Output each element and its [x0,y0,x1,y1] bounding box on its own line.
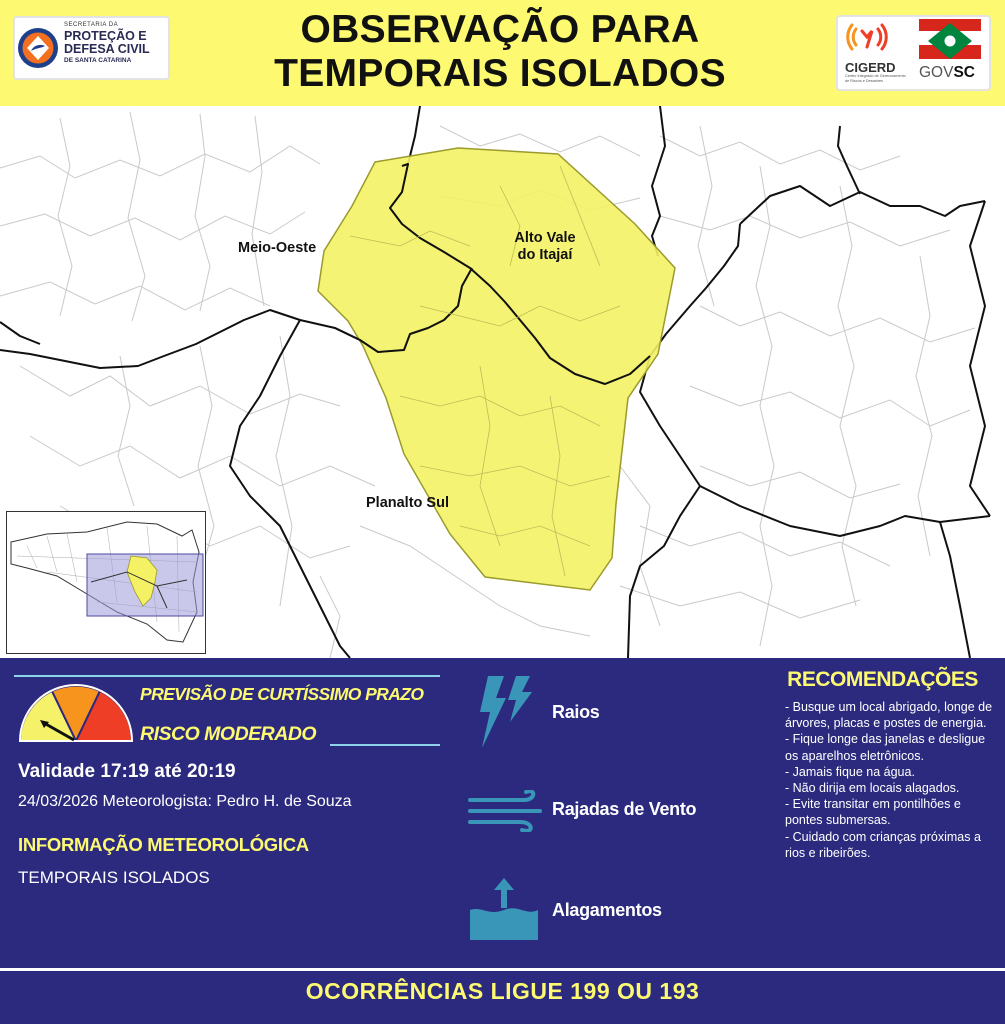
inset-map-svg [7,512,204,652]
divider-line-top [14,675,440,677]
region-label-planalto-sul: Planalto Sul [366,495,449,511]
forecast-type: PREVISÃO DE CURTÍSSIMO PRAZO [140,684,424,704]
title-line2: TEMPORAIS ISOLADOS [274,52,726,95]
flooding-icon [468,876,540,942]
cigerd-label: CIGERD [845,60,896,75]
recommendations-list [785,699,995,861]
lightning-icon [476,676,534,748]
govsc-label [919,64,975,82]
recommendation-item: - Cuidado com crianças próximas a rios e ribeirões. [785,829,981,860]
recommendation-item: - Busque um local abrigado, longe de árvores, placas e postes de energia. [785,700,993,731]
wind-icon [466,790,546,832]
logo-line2-text: DEFESA CIVIL [64,42,150,56]
cigerd-subtitle: Centro Integrado de Gerenciamento de Riscos e Desastres [845,74,906,83]
hazard-flooding-label: Alagamentos [552,900,662,920]
recommendation-item: - Evite transitar em pontilhões e pontes submersas. [785,797,961,828]
logo-line1-text: PROTEÇÃO E [64,29,147,43]
title-line1: OBSERVAÇÃO PARA [300,8,700,51]
risk-level: RISCO MODERADO [140,723,317,745]
risk-gauge-icon [16,683,136,745]
region-label-meio-oeste: Meio-Oeste [238,240,317,256]
page-title [230,8,770,96]
recommendation-item: - Fique longe das janelas e desligue os aparelhos eletrônicos. [785,732,986,763]
sc-flag-icon [919,19,981,59]
logo-line3-text: DE SANTA CATARINA [64,57,132,64]
alto-vale-line2: do Itajaí [517,247,573,263]
alto-vale-line1: Alto Vale [514,230,576,246]
logo-secretaria-text: SECRETARIA DA [64,22,119,28]
alert-area-polygon [318,148,675,590]
footer-separator [0,968,1005,971]
emergency-contact-footer: OCORRÊNCIAS LIGUE 199 OU 193 [305,978,700,1004]
region-label-alto-vale [505,230,585,264]
gov-prefix: GOV [919,64,954,81]
recommendation-item: - Não dirija em locais alagados. [785,781,960,796]
state-overview-inset [6,511,206,654]
date-meteorologist: 24/03/2026 Meteorologista: Pedro H. de Souza [18,793,352,810]
recommendations-heading: RECOMENDAÇÕES [787,668,978,691]
header-bar [0,0,1005,106]
hazard-wind-label: Rajadas de Vento [552,799,697,819]
divider-line-mid [330,744,440,746]
alert-map [0,106,1005,658]
info-heading: INFORMAÇÃO METEOROLÓGICA [18,834,309,855]
validity-time: Validade 17:19 até 20:19 [18,761,236,782]
recommendation-item: - Jamais fique na água. [785,764,915,779]
gov-suffix: SC [953,64,975,81]
hazard-lightning-label: Raios [552,702,600,722]
info-value: TEMPORAIS ISOLADOS [18,868,210,887]
